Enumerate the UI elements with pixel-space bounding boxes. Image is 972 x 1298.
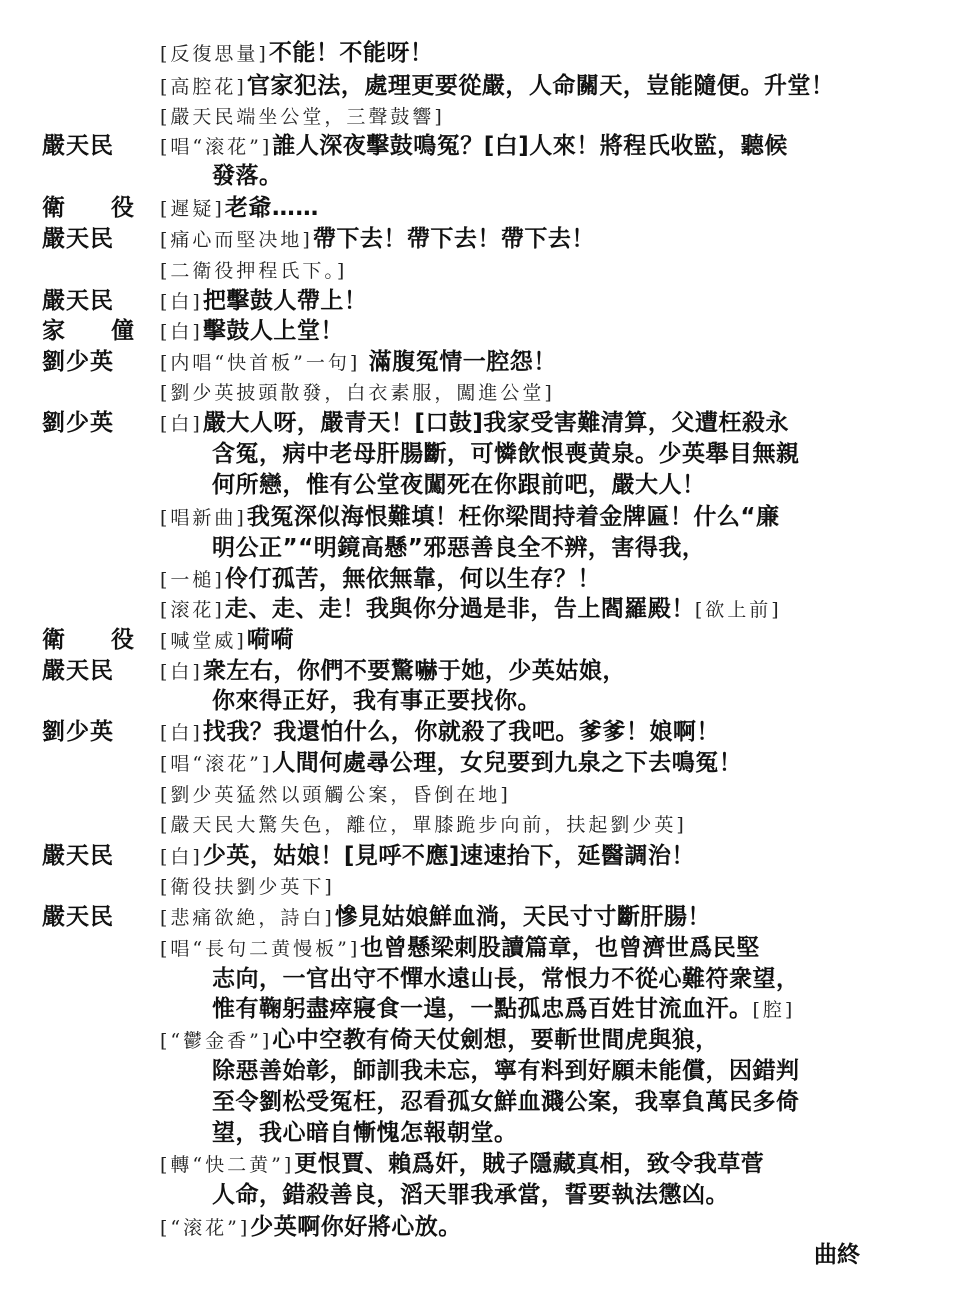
line-text — [160, 871, 335, 902]
speaker-name: 嚴天民 — [42, 226, 114, 252]
stage-direction: [劉少英披頭散發，白衣素服，闖進公堂] — [160, 382, 555, 404]
script-line — [0, 717, 972, 747]
script-line — [0, 1149, 972, 1179]
line-text — [160, 809, 687, 840]
dialogue-text: 心中空教有倚天仗劍想，要斬世間虎與狼， — [272, 1027, 719, 1053]
stage-direction: [喊堂威] — [160, 630, 247, 652]
stage-direction: [轉“快二黄”] — [160, 1154, 295, 1176]
speaker-name: 衛 役 — [42, 195, 154, 221]
script-line — [0, 841, 972, 871]
script-line — [0, 131, 972, 161]
dialogue-text: 志向，一官出守不憚水遠山長，常恨力不從心難符衆望， — [212, 966, 800, 992]
line-text — [160, 1025, 719, 1056]
speaker-name: 嚴天民 — [42, 288, 114, 314]
line-text — [160, 347, 557, 378]
stage-direction: [悲痛欲絶，詩白] — [160, 907, 335, 929]
dialogue-text: 人命，錯殺善良，滔天罪我承當，誓要執法懲凶。 — [212, 1182, 729, 1208]
dialogue-text: 衆左右，你們不要驚嚇于她，少英姑娘， — [202, 658, 626, 684]
line-text — [212, 994, 795, 1025]
speaker-name: 家 僮 — [42, 318, 154, 344]
line-text — [160, 841, 695, 872]
line-text — [160, 101, 445, 132]
stage-direction: [“滚花”] — [160, 1217, 251, 1239]
stage-direction: [滚花] — [160, 599, 225, 621]
stage-direction: [遲疑] — [160, 198, 225, 220]
stage-direction: [唱“滚花”] — [160, 136, 273, 158]
dialogue-text: 誰人深夜擊鼓鳴冤？[白]人來！將程氏收監，聽候 — [272, 133, 788, 159]
stage-direction: [白] — [160, 291, 203, 313]
stage-direction: [白] — [160, 321, 203, 343]
line-text — [212, 1087, 800, 1117]
script-line — [0, 470, 972, 500]
dialogue-text: 我冤深似海恨難填！枉你梁間持着金牌匾！什么“廉 — [246, 504, 780, 530]
dialogue-text: 也曾懸梁刺股讀篇章，也曾濟世爲民堅 — [360, 935, 760, 961]
line-text — [160, 193, 319, 224]
stage-direction: [白] — [160, 413, 203, 435]
script-line — [0, 686, 972, 716]
stage-direction: [一槌] — [160, 569, 225, 591]
speaker-name: 衛 役 — [42, 627, 154, 653]
script-line — [0, 408, 972, 438]
stage-direction: [衛役扶劉少英下] — [160, 876, 335, 898]
line-text — [212, 161, 283, 191]
speaker-name: 嚴天民 — [42, 904, 114, 930]
script-line — [0, 1025, 972, 1055]
stage-direction: [反復思量] — [160, 43, 269, 65]
script-line — [0, 1087, 972, 1117]
line-text — [160, 625, 294, 656]
line-text — [160, 779, 511, 810]
line-text — [160, 1149, 764, 1180]
dialogue-text: 滿腹冤情一腔怨！ — [360, 349, 557, 375]
speaker-name: 嚴天民 — [42, 658, 114, 684]
script-line — [0, 625, 972, 655]
dialogue-text: 人間何處尋公理，女兒要到九泉之下去鳴冤！ — [272, 750, 743, 776]
stage-direction: [二衛役押程氏下。] — [160, 260, 348, 282]
stage-direction: [劉少英猛然以頭觸公案，昏倒在地] — [160, 784, 511, 806]
script-line — [0, 255, 972, 285]
stage-direction: [唱“長句二黄慢板”] — [160, 938, 361, 960]
dialogue-text: 明公正”“明鏡高懸”邪惡善良全不辨，害得我， — [212, 535, 706, 561]
stage-direction: [腔] — [752, 999, 796, 1021]
stage-direction: [内唱“快首板”一句] — [160, 352, 361, 374]
line-text — [160, 933, 760, 964]
line-text — [160, 717, 720, 748]
stage-direction: [唱“滚花”] — [160, 753, 273, 775]
dialogue-text: 嗬嗬 — [246, 627, 294, 653]
script-line — [0, 533, 972, 563]
line-text — [212, 686, 541, 716]
stage-direction: [白] — [160, 661, 203, 683]
line-text — [212, 1180, 729, 1210]
speaker-name: 嚴天民 — [42, 843, 114, 869]
line-text — [212, 439, 800, 469]
script-line — [0, 1212, 972, 1242]
line-text — [212, 964, 800, 994]
script-line — [0, 564, 972, 594]
line-text — [160, 502, 779, 533]
script-line — [0, 1180, 972, 1210]
line-text — [160, 286, 367, 317]
script-line — [0, 38, 972, 68]
stage-direction: [嚴天民大驚失色，離位，單膝跪步向前，扶起劉少英] — [160, 814, 687, 836]
script-line — [0, 71, 972, 101]
line-text — [160, 656, 626, 687]
line-text — [160, 131, 788, 162]
script-line — [0, 101, 972, 131]
line-text — [160, 71, 834, 102]
line-text — [160, 316, 344, 347]
line-text — [212, 470, 706, 500]
line-text — [160, 902, 711, 933]
line-text — [160, 594, 782, 625]
stage-direction: [痛心而堅决地] — [160, 229, 313, 251]
dialogue-text: 望，我心暗自慚愧怎報朝堂。 — [212, 1120, 518, 1146]
dialogue-text: 嚴大人呀，嚴青天！[口鼓]我家受害難清算，父遭枉殺永 — [202, 410, 789, 436]
line-text — [160, 564, 601, 595]
speaker-name: 劉少英 — [42, 410, 114, 436]
script-line — [0, 871, 972, 901]
dialogue-text: 慘見姑娘鮮血淌，天民寸寸斷肝腸！ — [334, 904, 711, 930]
dialogue-text: 至令劉松受冤枉，忍看孤女鮮血濺公案，我辜負萬民多倚 — [212, 1089, 800, 1115]
speaker-name: 劉少英 — [42, 719, 114, 745]
dialogue-text: 少英，姑娘！[見呼不應]速速抬下，延醫調治！ — [202, 843, 695, 869]
script-line — [0, 193, 972, 223]
script-line — [0, 347, 972, 377]
script-line — [0, 902, 972, 932]
line-text — [160, 748, 742, 779]
script-line — [0, 964, 972, 994]
script-line — [0, 748, 972, 778]
dialogue-text: 擊鼓人上堂！ — [202, 318, 344, 344]
line-text — [160, 377, 555, 408]
stage-direction: [白] — [160, 722, 203, 744]
script-line — [0, 316, 972, 346]
dialogue-text: 老爺…… — [224, 195, 319, 221]
stage-direction: [欲上前] — [694, 599, 782, 621]
stage-direction: [白] — [160, 846, 203, 868]
script-line — [0, 994, 972, 1024]
script-line — [0, 161, 972, 191]
script-line — [0, 1056, 972, 1086]
dialogue-text: 含冤，病中老母肝腸斷，可憐飲恨喪黄泉。少英舉目無親 — [212, 441, 800, 467]
dialogue-text: 何所戀，惟有公堂夜闖死在你跟前吧，嚴大人！ — [212, 472, 706, 498]
dialogue-text: 帶下去！帶下去！帶下去！ — [312, 226, 595, 252]
stage-direction: [高腔花] — [160, 76, 247, 98]
script-line — [0, 809, 972, 839]
line-text — [160, 224, 595, 255]
script-line — [0, 933, 972, 963]
dialogue-text: 更恨賈、賴爲奸，賊子隱藏真相，致令我草菅 — [294, 1151, 765, 1177]
dialogue-text: 惟有鞠躬盡瘁寢食一遑，一點孤忠爲百姓甘流血汗。 — [212, 996, 753, 1022]
dialogue-text: 發落。 — [212, 163, 283, 189]
line-text — [160, 38, 433, 69]
speaker-name: 嚴天民 — [42, 133, 114, 159]
dialogue-text: 找我？我還怕什么，你就殺了我吧。爹爹！娘啊！ — [202, 719, 720, 745]
script-line — [0, 224, 972, 254]
dialogue-text: 你來得正好，我有事正要找你。 — [212, 688, 541, 714]
end-mark: 曲終 — [814, 1242, 860, 1268]
dialogue-text: 把擊鼓人帶上！ — [202, 288, 368, 314]
script-line — [0, 439, 972, 469]
line-text — [212, 533, 705, 563]
line-text — [160, 408, 789, 439]
dialogue-text: 官家犯法，處理更要從嚴，人命關天，豈能隨便。升堂！ — [246, 73, 835, 99]
script-line — [0, 1118, 972, 1148]
script-line — [0, 594, 972, 624]
script-line — [0, 377, 972, 407]
dialogue-text: 走、走、走！我與你分過是非，告上閻羅殿！ — [224, 596, 695, 622]
dialogue-text: 不能！不能呀！ — [268, 40, 434, 66]
line-text — [160, 1212, 462, 1243]
stage-direction: [嚴天民端坐公堂，三聲鼓響] — [160, 106, 445, 128]
script-line — [0, 779, 972, 809]
line-text — [212, 1056, 800, 1086]
dialogue-text: 除惡善始彰，師訓我未忘，寧有料到好願未能償，因錯判 — [212, 1058, 800, 1084]
script-line — [0, 656, 972, 686]
dialogue-text: 少英啊你好將心放。 — [250, 1214, 462, 1240]
line-text — [160, 255, 347, 286]
speaker-name: 劉少英 — [42, 349, 114, 375]
script-line — [0, 502, 972, 532]
stage-direction: [唱新曲] — [160, 507, 247, 529]
script-line — [0, 286, 972, 316]
dialogue-text: 伶仃孤苦，無依無靠，何以生存？！ — [224, 566, 601, 592]
line-text — [212, 1118, 518, 1148]
stage-direction: [“鬱金香”] — [160, 1030, 273, 1052]
